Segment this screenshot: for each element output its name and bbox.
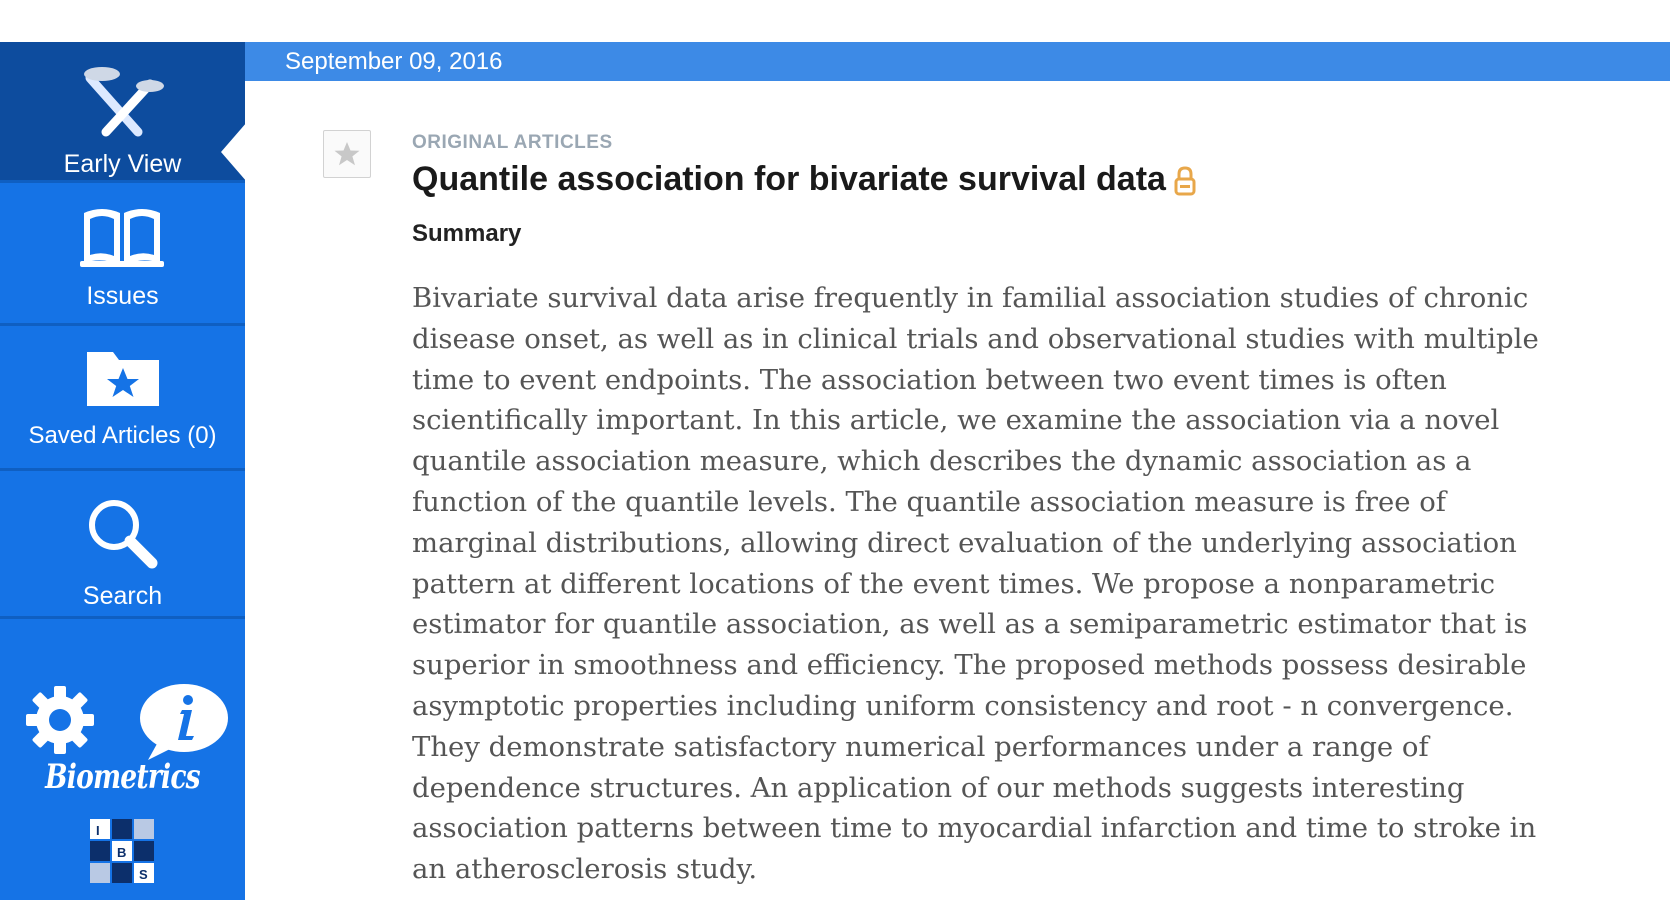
active-indicator [221,122,247,182]
journal-logo: Biometrics [45,757,200,797]
sidebar-item-issues[interactable] [0,183,245,323]
divider [0,616,245,619]
issue-date: September 09, 2016 [285,48,503,75]
status-bar-area [0,0,1670,42]
sidebar [0,42,245,900]
sidebar-item-label: Saved Articles (0) [28,422,217,449]
date-bar [245,42,1670,81]
save-article-button[interactable] [323,130,371,178]
star-icon [332,139,362,169]
search-icon [82,493,162,573]
gear-icon[interactable] [22,682,98,758]
sidebar-item-early-view[interactable] [0,42,245,180]
summary-heading: Summary [412,220,522,247]
sidebar-item-saved-articles[interactable] [0,326,245,468]
article-title-row[interactable] [412,160,1196,199]
sidebar-item-search[interactable] [0,471,245,616]
ibs-logo [88,817,156,885]
article-title[interactable]: Quantile association for bivariate survival data [412,160,1166,198]
svg-text:B: B [117,845,127,860]
lock-icon [1174,165,1196,197]
sidebar-item-label: Search [82,582,163,610]
folder-star-icon [83,344,163,410]
svg-text:I: I [96,823,100,838]
article-category: ORIGINAL ARTICLES [412,132,613,153]
svg-text:S: S [139,867,148,882]
sidebar-item-label: Issues [86,282,159,310]
sidebar-item-label: Early View [63,150,182,178]
early-view-icon [78,60,168,140]
book-icon [80,201,164,271]
article-abstract: Bivariate survival data arise frequently in familial association studies of chronic disease onset, as well as in clinical trials and observational studies with multiple time to event endpoints. The association between two event times is often scientifically important. In this article, we examine the association via a novel quantile association measure, which describes the dynamic association as a function of the quantile levels. The quantile association measure is free of marginal distributions, allowing direct evaluation of the underlying association pattern at different locations of the event times. We propose a nonparametric estimator for quantile association, as well as a semiparametric estimator that is superior in smoothness and efficiency. The proposed methods possess desirable asymptotic properties including uniform consistency and root - n convergence. They demonstrate satisfactory numerical performances under a range of dependence structures. An application of our methods suggests interesting association patterns between time to myocardial infarction and time to stroke in an atherosclerosis study. [412,282,1539,886]
info-icon[interactable] [136,680,232,764]
